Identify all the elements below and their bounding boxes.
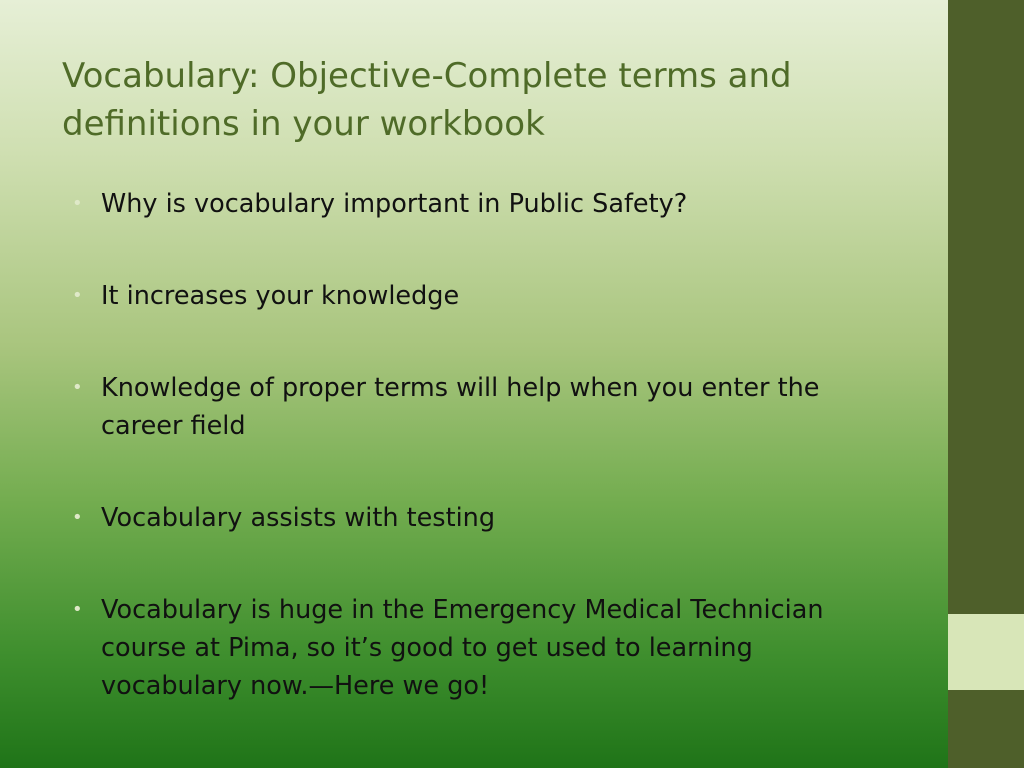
bullet-icon: •: [72, 285, 83, 306]
bullet-icon: •: [72, 193, 83, 214]
slide-title: Vocabulary: Objective-Complete terms and definitions in your workbook: [62, 56, 792, 144]
bullet-item: [70, 185, 900, 223]
bullet-item: [70, 277, 900, 315]
bullet-icon: •: [72, 377, 83, 398]
bullet-text: Vocabulary assists with testing: [101, 503, 496, 533]
bullet-item: [70, 591, 900, 705]
bullet-text: Knowledge of proper terms will help when you enter the career field: [101, 373, 820, 441]
bullet-item: [70, 369, 900, 445]
side-accent-square: [948, 614, 1024, 690]
bullet-icon: •: [72, 507, 83, 528]
bullet-text: It increases your knowledge: [101, 281, 460, 311]
bullet-text: Why is vocabulary important in Public Safety?: [101, 189, 688, 219]
bullet-list: [70, 185, 900, 759]
bullet-icon: •: [72, 599, 83, 620]
bullet-text: Vocabulary is huge in the Emergency Medical Technician course at Pima, so it’s good to get used to learning vocabulary now.—Here we go!: [101, 595, 824, 701]
bullet-item: [70, 499, 900, 537]
